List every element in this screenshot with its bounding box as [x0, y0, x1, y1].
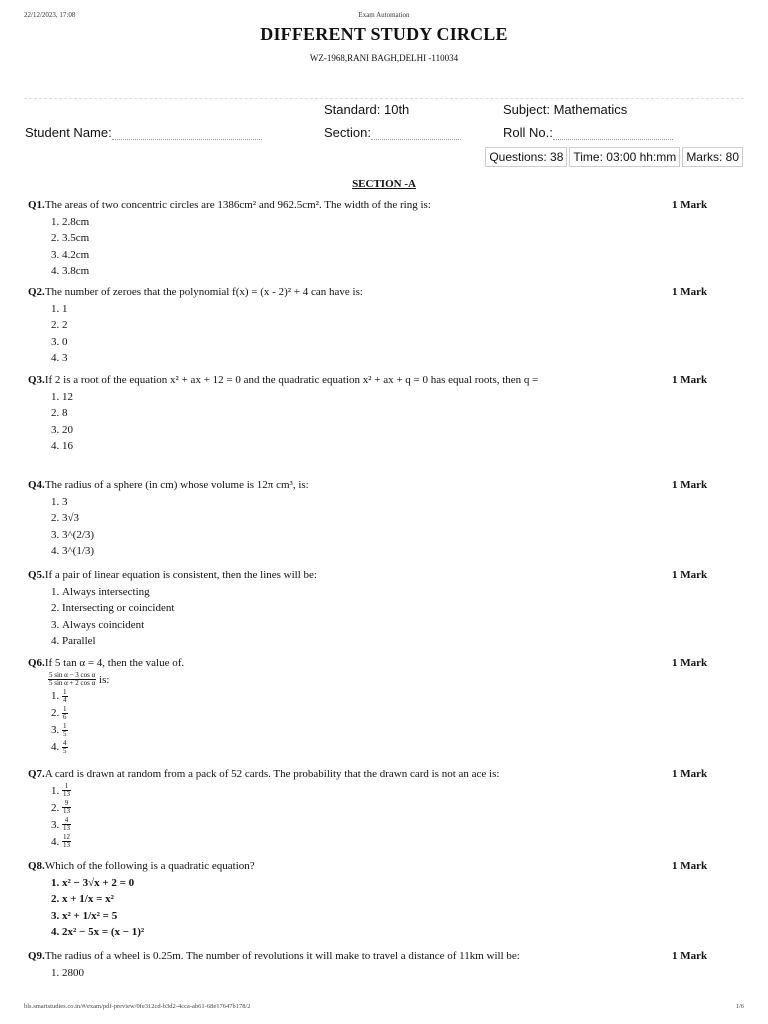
option-1: 1. x² − 3√x + 2 = 0 — [62, 875, 718, 892]
option-numerator: 2. 9 — [62, 800, 71, 808]
footer-url: bls.smartstudies.co.in/#/exam/pdf-preview/0fe312cd-b3d2-4cca-ab61-68e17647b178/2 — [24, 1003, 251, 1010]
question-7 — [28, 766, 718, 851]
question-number: Q4. — [28, 479, 45, 491]
student-name-label: Student Name: — [25, 125, 112, 140]
student-name-blank — [112, 127, 262, 140]
roll-no-field — [503, 125, 673, 140]
question-text: The number of zeroes that the polynomial f(x) = (x - 2)² + 4 can have is: — [44, 286, 363, 298]
question-number: Q3. — [28, 374, 45, 386]
option-denominator: 5 — [63, 746, 67, 755]
option-1 — [62, 783, 718, 800]
option-3: 3. 4.2cm — [62, 247, 718, 264]
option-2: 2. 8 — [62, 405, 718, 422]
expression-line — [28, 672, 718, 689]
option-2: 2. 3√3 — [62, 510, 718, 527]
option-4: 4. Parallel — [62, 633, 718, 650]
expression-fraction — [48, 672, 96, 687]
question-stem — [28, 197, 568, 214]
option-4: 4. 3^(1/3) — [62, 543, 718, 560]
question-stem — [28, 284, 568, 301]
question-3 — [28, 372, 718, 455]
section-title: SECTION -A — [352, 178, 416, 190]
print-datetime: 22/12/2023, 17:08 — [24, 11, 76, 19]
option-numerator: 2. 1 — [63, 704, 67, 713]
question-text: The radius of a sphere (in cm) whose volume is 12π cm³, is: — [44, 479, 309, 491]
option-numerator: 1. 1 — [62, 783, 71, 791]
option-3: 3. 3^(2/3) — [62, 527, 718, 544]
option-3: 3. 20 — [62, 422, 718, 439]
section-blank — [371, 127, 461, 140]
option-4: 4. 16 — [62, 438, 718, 455]
option-2: 2. 2 — [62, 317, 718, 334]
question-stem — [28, 567, 568, 584]
option-3: 3. Always coincident — [62, 617, 718, 634]
standard-label: Standard: 10th — [324, 102, 410, 117]
question-number: Q7. — [28, 768, 45, 780]
question-1 — [28, 197, 718, 280]
option-denominator: 5 — [63, 729, 67, 738]
option-1: 1. 1 — [62, 301, 718, 318]
option-numerator: 4. 4 — [63, 738, 67, 747]
option-3 — [62, 722, 718, 739]
roll-no-label: Roll No.: — [503, 125, 553, 140]
option-4 — [62, 739, 718, 756]
question-mark: 1 Mark — [672, 768, 708, 780]
option-3: 3. x² + 1/x² = 5 — [62, 908, 718, 925]
option-denominator: 13 — [63, 824, 70, 833]
question-text: If 5 tan α = 4, then the value of. — [44, 657, 185, 669]
question-text: The areas of two concentric circles are 1386cm² and 962.5cm². The width of the ring is: — [44, 199, 431, 211]
option-1: 1. 3 — [62, 494, 718, 511]
question-5 — [28, 567, 718, 650]
option-2 — [62, 705, 718, 722]
option-numerator: 1. 1 — [63, 687, 67, 696]
option-1 — [62, 688, 718, 705]
option-2: 2. 3.5cm — [62, 230, 718, 247]
question-8 — [28, 858, 718, 941]
page-header — [24, 11, 744, 21]
option-denominator: 13 — [63, 807, 70, 816]
option-3: 3. 0 — [62, 334, 718, 351]
option-numerator: 3. 1 — [63, 721, 67, 730]
option-denominator: 6 — [63, 712, 67, 721]
option-denominator: 13 — [63, 841, 70, 850]
option-denominator: 13 — [63, 790, 70, 799]
roll-no-blank — [553, 127, 673, 140]
header-divider — [24, 98, 744, 99]
question-number: Q9. — [28, 950, 45, 962]
total-marks: Marks: 80 — [682, 147, 743, 167]
question-stem — [28, 858, 568, 875]
question-text: The radius of a wheel is 0.25m. The number of revolutions it will make to travel a distance of 11km will be: — [44, 950, 520, 962]
option-numerator: 3. 4 — [62, 817, 71, 825]
question-mark: 1 Mark — [672, 657, 708, 669]
student-name-field — [25, 125, 262, 140]
option-4: 4. 3 — [62, 350, 718, 367]
subject-label: Subject: Mathematics — [503, 102, 628, 117]
question-mark: 1 Mark — [672, 569, 708, 581]
section-label: Section: — [324, 125, 371, 140]
question-text: If a pair of linear equation is consistent, then the lines will be: — [44, 569, 317, 581]
question-mark: 1 Mark — [672, 374, 708, 386]
expression-denominator: 5 sin α + 2 cos α — [49, 679, 96, 688]
option-1: 1. Always intersecting — [62, 584, 718, 601]
question-stem — [28, 766, 628, 783]
question-9 — [28, 948, 718, 981]
option-2: 2. Intersecting or coincident — [62, 600, 718, 617]
option-numerator: 4. 12 — [63, 833, 70, 842]
question-number: Q2. — [28, 286, 45, 298]
question-text: Which of the following is a quadratic equation? — [44, 860, 255, 872]
question-stem — [28, 655, 568, 672]
option-2: 2. x + 1/x = x² — [62, 891, 718, 908]
option-1: 1. 12 — [62, 389, 718, 406]
question-number: Q6. — [28, 657, 45, 669]
question-mark: 1 Mark — [672, 950, 708, 962]
question-stem — [28, 477, 568, 494]
question-number: Q1. — [28, 199, 45, 211]
option-1: 1. 2.8cm — [62, 214, 718, 231]
option-4: 4. 3.8cm — [62, 263, 718, 280]
option-3 — [62, 817, 718, 834]
exam-stats — [483, 147, 743, 167]
questions-count: Questions: 38 — [485, 147, 567, 167]
question-number: Q5. — [28, 569, 45, 581]
question-mark: 1 Mark — [672, 479, 708, 491]
question-2 — [28, 284, 718, 367]
question-mark: 1 Mark — [672, 860, 708, 872]
question-text: A card is drawn at random from a pack of 52 cards. The probability that the drawn card is not an ace is: — [44, 768, 500, 780]
institute-address: WZ-1968,RANI BAGH,DELHI -110034 — [309, 53, 459, 63]
question-stem — [28, 948, 568, 965]
page-number: 1/6 — [735, 1003, 744, 1010]
page-footer — [24, 1003, 744, 1010]
question-stem — [28, 372, 568, 389]
time-limit: Time: 03:00 hh:mm — [569, 147, 680, 167]
question-mark: 1 Mark — [672, 199, 708, 211]
question-number: Q8. — [28, 860, 45, 872]
question-mark: 1 Mark — [672, 286, 708, 298]
option-1: 1. 2800 — [62, 965, 718, 982]
expression-tail: is: — [99, 673, 110, 686]
option-4: 4. 2x² − 5x = (x − 1)² — [62, 924, 718, 941]
question-6 — [28, 655, 718, 756]
expression-numerator: 5 sin α − 3 cos α — [49, 671, 96, 680]
question-text: If 2 is a root of the equation x² + ax + 12 = 0 and the quadratic equation x² + ax + q = 0 has equal roots, then q = — [44, 374, 539, 386]
option-4 — [62, 834, 718, 851]
institute-name: DIFFERENT STUDY CIRCLE — [260, 24, 508, 44]
section-field — [324, 125, 461, 140]
option-2 — [62, 800, 718, 817]
print-title: Exam Automation — [358, 11, 410, 19]
option-denominator: 4 — [63, 695, 67, 704]
question-4 — [28, 477, 718, 560]
